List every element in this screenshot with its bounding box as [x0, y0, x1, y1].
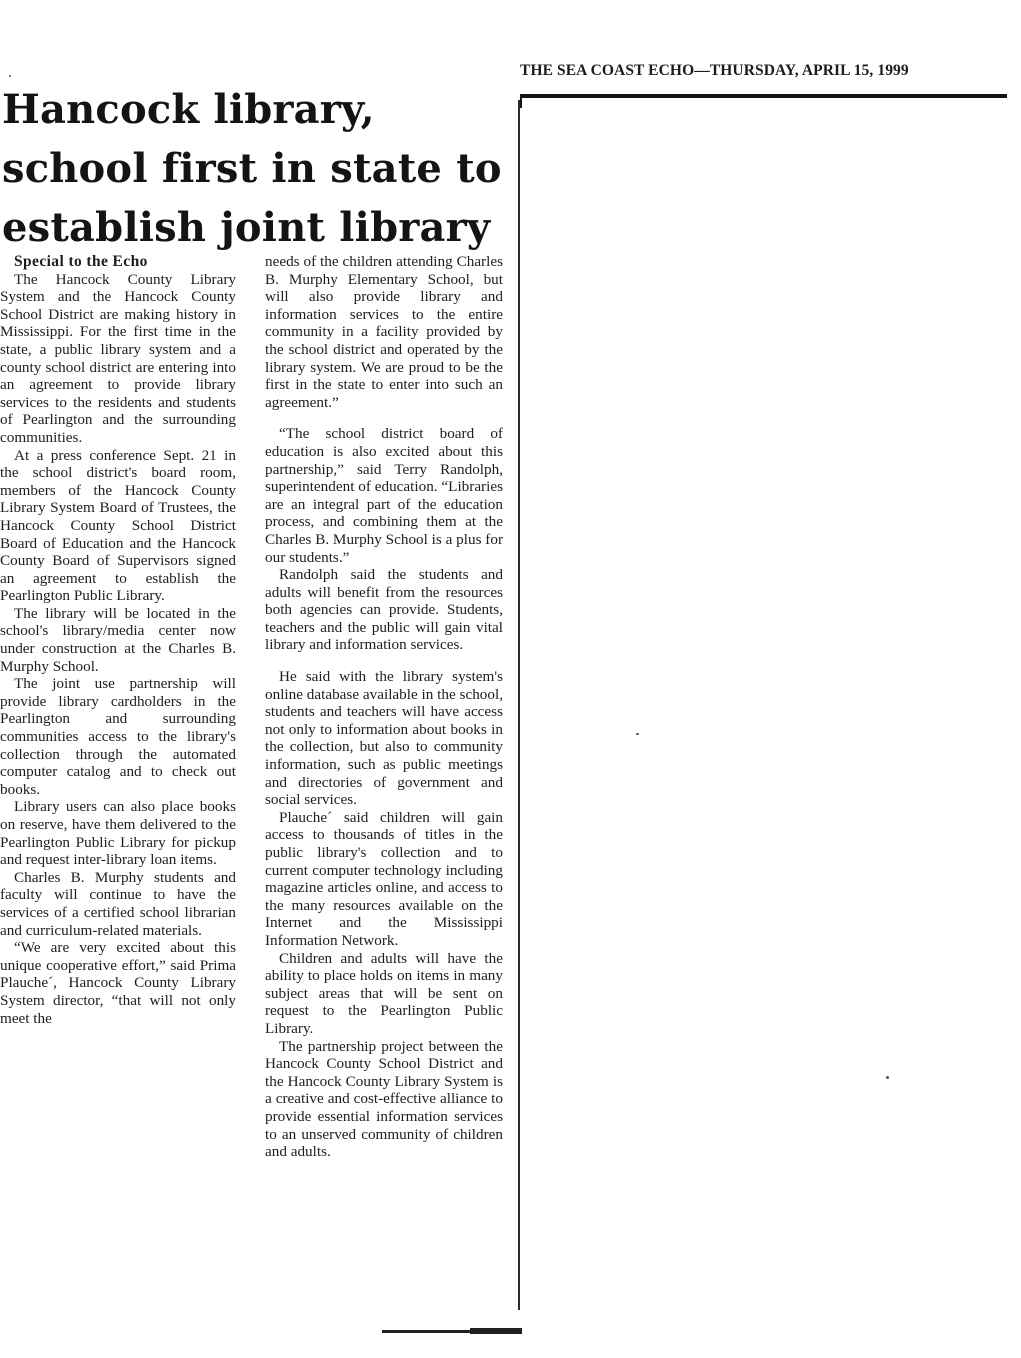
paragraph: needs of the children attending Charles B. Murphy Elementary School, but will also provide library and information services to the entire community in a facility provided by the school district and operated by the library system. We are proud to be the first in the state to enter into such an agreement.” [265, 253, 503, 411]
headline-line-1: Hancock library, [2, 86, 375, 133]
paragraph: Plauche´ said children will gain access to thousands of titles in the public library's collection and to current computer technology including magazine articles online, and access to the many resources available on the Internet and the Mississippi Information Network. [265, 808, 503, 949]
headline-line-3: establish joint library [2, 204, 491, 251]
headline [2, 80, 522, 257]
paragraph: The joint use partnership will provide library cardholders in the Pearlington and surrounding communities access to the library's collection through the automated computer catalog and to check out books. [0, 675, 236, 798]
paragraph: He said with the library system's online database available in the school, students and teachers will have access not only to information about books in the collection, but also to community information, such as public meetings and directories of government and social services. [265, 668, 503, 809]
column-rule [518, 100, 520, 1310]
paragraph: “We are very excited about this unique cooperative effort,” said Prima Plauche´, Hancock County Library System director, “that will not only meet the [0, 939, 236, 1027]
scan-speck [9, 75, 11, 77]
article-column-right [265, 253, 503, 1161]
paragraph: The Hancock County Library System and the Hancock County School District are making history in Mississippi. For the first time in the state, a public library system and a county school district are entering into an agreement to provide library services to the residents and students of Pearlington and the surrounding communities. [0, 270, 236, 446]
masthead: THE SEA COAST ECHO—THURSDAY, APRIL 15, 1999 [520, 62, 909, 79]
paragraph: Randolph said the students and adults will benefit from the resources both agencies can provide. Students, teachers and the public will gain vital library and information services. [265, 566, 503, 654]
paragraph: Library users can also place books on reserve, have them delivered to the Pearlington Public Library for pickup and request inter-library loan items. [0, 798, 236, 869]
masthead-rule [520, 94, 1007, 98]
scan-speck [886, 1076, 889, 1079]
paragraph: “The school district board of education is also excited about this partnership,” said Terry Randolph, superintendent of education. “Libraries are an integral part of the education process, and combining them at the Charles B. Murphy School is a plus for our students.” [265, 425, 503, 566]
paragraph: The partnership project between the Hancock County School District and the Hancock County Library System is a creative and cost-effective alliance to provide essential information services to an unserved community of children and adults. [265, 1037, 503, 1161]
paragraph: At a press conference Sept. 21 in the school district's board room, members of the Hancock County Library System Board of Trustees, the Hancock County School District Board of Education and the Hancock County Board of Supervisors signed an agreement to establish the Pearlington Public Library. [0, 446, 236, 605]
paragraph: The library will be located in the school's library/media center now under construction at the Charles B. Murphy School. [0, 604, 236, 675]
article-column-left [0, 253, 236, 1027]
paragraph: Children and adults will have the ability to place holds on items in many subject areas that will be sent on request to the Pearlington Public Library. [265, 949, 503, 1037]
byline: Special to the Echo [14, 253, 148, 270]
scan-speck [636, 733, 639, 735]
headline-line-2: school first in state to [2, 145, 502, 192]
paragraph: Charles B. Murphy students and faculty will continue to have the services of a certified school librarian and curriculum-related materials. [0, 868, 236, 939]
bottom-rule-thick [470, 1328, 522, 1334]
